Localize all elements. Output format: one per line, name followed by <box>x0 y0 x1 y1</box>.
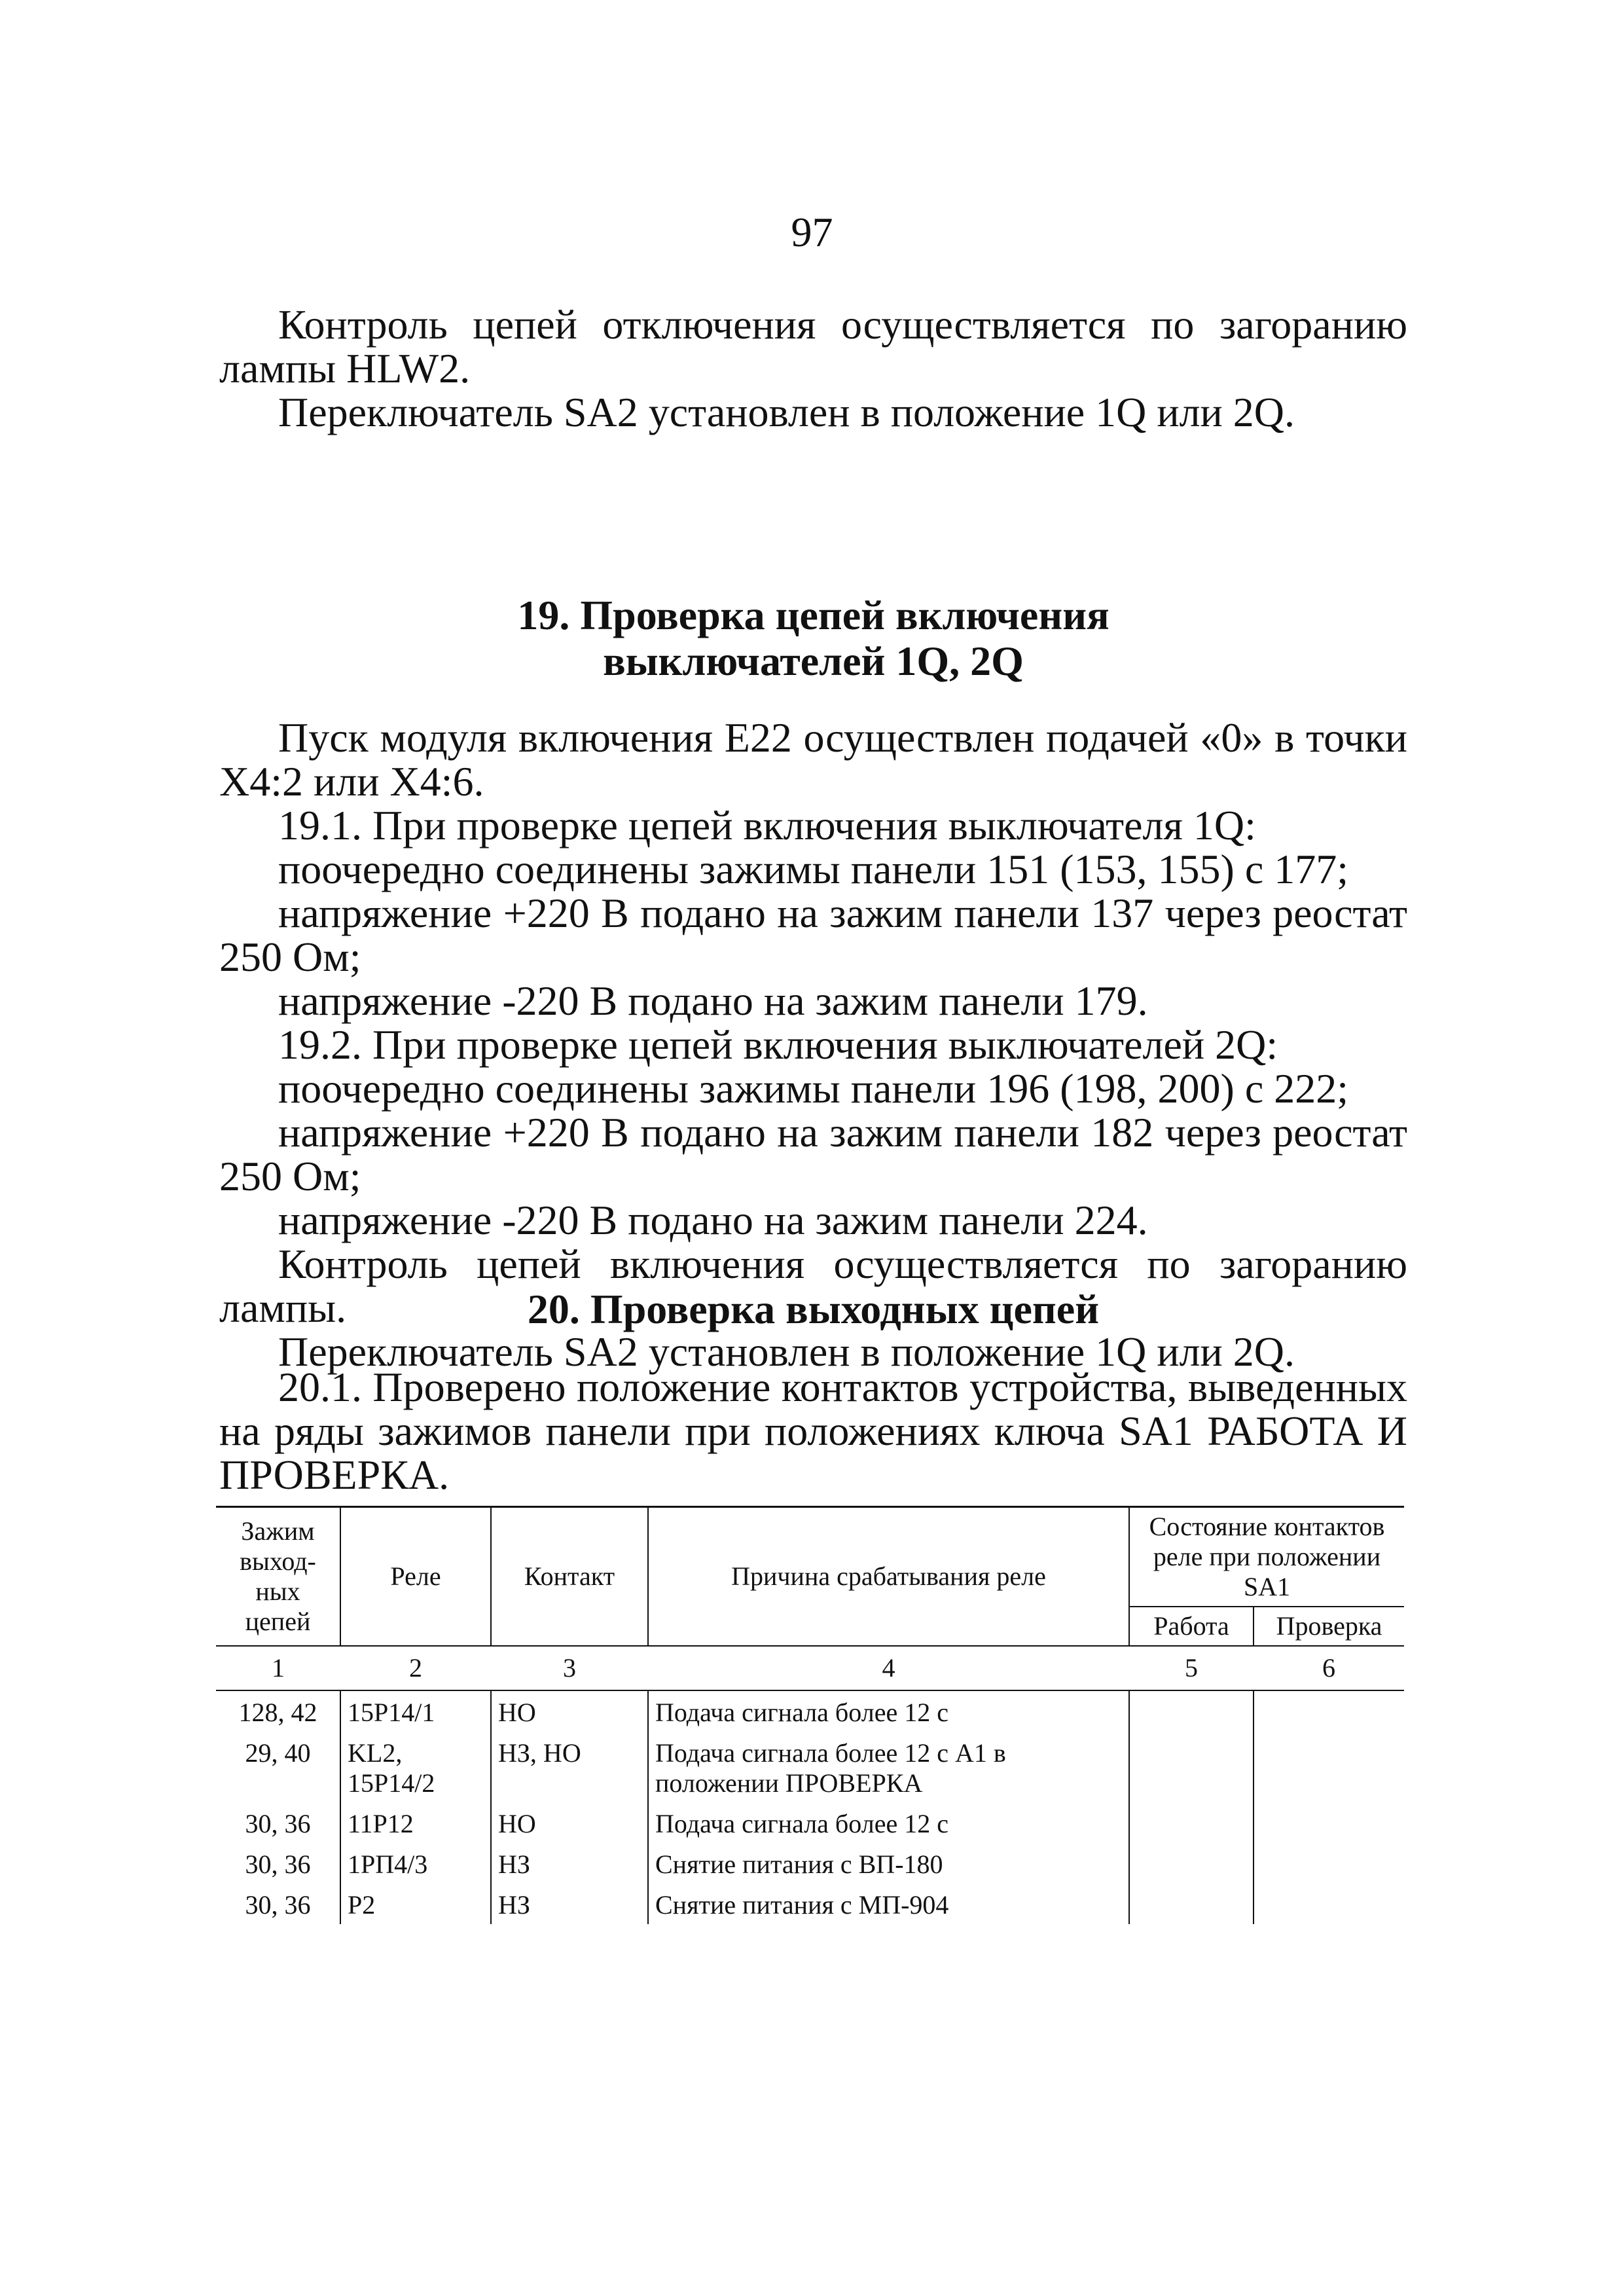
cell-relay: 11P12 <box>340 1802 491 1843</box>
cell-contact: НЗ, НО <box>491 1732 648 1802</box>
section-20-heading-wrap <box>219 1286 1407 1332</box>
paragraph-module-start: Пуск модуля включения E22 осуществлен подачей «0» в точки X4:2 или X4:6. <box>219 714 1407 805</box>
header-check: Проверка <box>1254 1607 1404 1646</box>
cell-work <box>1129 1843 1254 1884</box>
cell-relay: 15P14/1 <box>340 1690 491 1732</box>
table-row <box>216 1732 1404 1802</box>
cell-work <box>1129 1732 1254 1802</box>
column-number: 5 <box>1129 1646 1254 1690</box>
section-intro <box>219 302 1407 434</box>
cell-reason: Подача сигнала более 12 с А1 в положении ПРОВЕРКА <box>648 1732 1129 1802</box>
header-reason: Причина срабатывания реле <box>648 1507 1129 1647</box>
cell-contact: НО <box>491 1802 648 1843</box>
paragraph-19-1-a: поочередно соединены зажимы панели 151 (153, 155) с 177; <box>278 846 1348 892</box>
section-19-heading-line2: выключателей 1Q, 2Q <box>603 638 1024 684</box>
column-number: 3 <box>491 1646 648 1690</box>
cell-check <box>1254 1884 1404 1924</box>
cell-reason: Снятие питания с ВП-180 <box>648 1843 1129 1884</box>
cell-reason: Подача сигнала более 12 с <box>648 1802 1129 1843</box>
output-circuits-table <box>216 1506 1404 1924</box>
paragraph-close-control: Контроль цепей включения осуществляется по загоранию лампы. <box>219 1241 1407 1331</box>
column-number: 1 <box>216 1646 340 1690</box>
header-contact-state: Состояние контактов реле при положении SA1 <box>1129 1507 1404 1607</box>
cell-reason: Снятие питания с МП-904 <box>648 1884 1129 1924</box>
header-work: Работа <box>1129 1607 1254 1646</box>
cell-check <box>1254 1690 1404 1732</box>
header-terminal: Зажим выход-ных цепей <box>216 1507 340 1647</box>
cell-work <box>1129 1690 1254 1732</box>
cell-terminal: 128, 42 <box>238 1698 317 1727</box>
paragraph-19-2-a: поочередно соединены зажимы панели 196 (198, 200) с 222; <box>278 1065 1348 1112</box>
table-row <box>216 1884 1404 1924</box>
paragraph-19-2: 19.2. При проверке цепей включения выключателей 2Q: <box>278 1021 1278 1068</box>
paragraph-19-1: 19.1. При проверке цепей включения выключателя 1Q: <box>278 802 1256 848</box>
cell-reason: Подача сигнала более 12 с <box>648 1690 1129 1732</box>
cell-work <box>1129 1884 1254 1924</box>
column-number: 6 <box>1254 1646 1404 1690</box>
cell-terminal: 29, 40 <box>245 1738 311 1768</box>
table-row <box>216 1802 1404 1843</box>
header-relay: Реле <box>340 1507 491 1647</box>
table-row <box>216 1843 1404 1884</box>
section-20-heading: 20. Проверка выходных цепей <box>527 1286 1100 1332</box>
cell-contact: НЗ <box>491 1843 648 1884</box>
paragraph-19-2-c: напряжение -220 В подано на зажим панели 224. <box>278 1197 1148 1243</box>
cell-check <box>1254 1843 1404 1884</box>
column-number: 2 <box>340 1646 491 1690</box>
cell-work <box>1129 1802 1254 1843</box>
cell-relay: Р2 <box>340 1884 491 1924</box>
header-contact: Контакт <box>491 1507 648 1647</box>
cell-check <box>1254 1802 1404 1843</box>
cell-relay: 1РП4/3 <box>340 1843 491 1884</box>
paragraph-19-1-c: напряжение -220 В подано на зажим панели 179. <box>278 977 1148 1024</box>
section-19-heading-line1: 19. Проверка цепей включения <box>517 592 1110 638</box>
cell-contact: НЗ <box>491 1884 648 1924</box>
column-number: 4 <box>648 1646 1129 1690</box>
cell-terminal: 30, 36 <box>245 1850 311 1879</box>
page-number: 97 <box>791 209 833 255</box>
cell-check <box>1254 1732 1404 1802</box>
cell-terminal: 30, 36 <box>245 1809 311 1838</box>
paragraph-19-1-b: напряжение +220 В подано на зажим панели 137 через реостат 250 Ом; <box>219 890 1407 980</box>
paragraph-trip-control: Контроль цепей отключения осуществляется по загоранию лампы HLW2. <box>219 301 1407 392</box>
table-row <box>216 1690 1404 1732</box>
paragraph-switch-position: Переключатель SA2 установлен в положение 1Q или 2Q. <box>278 389 1295 435</box>
paragraph-20-1: 20.1. Проверено положение контактов устройства, выведенных на ряды зажимов панели при положениях ключа SA1 РАБОТА И ПРОВЕРКА. <box>219 1364 1407 1498</box>
section-20 <box>219 1365 1407 1497</box>
paragraph-19-2-b: напряжение +220 В подано на зажим панели 182 через реостат 250 Ом; <box>219 1109 1407 1199</box>
cell-terminal: 30, 36 <box>245 1890 311 1920</box>
column-number-row <box>216 1646 1404 1690</box>
paragraph-switch-position-2: Переключатель SA2 установлен в положение 1Q или 2Q. <box>278 1328 1295 1375</box>
cell-relay: KL2, 15P14/2 <box>340 1732 491 1802</box>
section-19 <box>219 592 1407 1374</box>
cell-contact: НО <box>491 1690 648 1732</box>
